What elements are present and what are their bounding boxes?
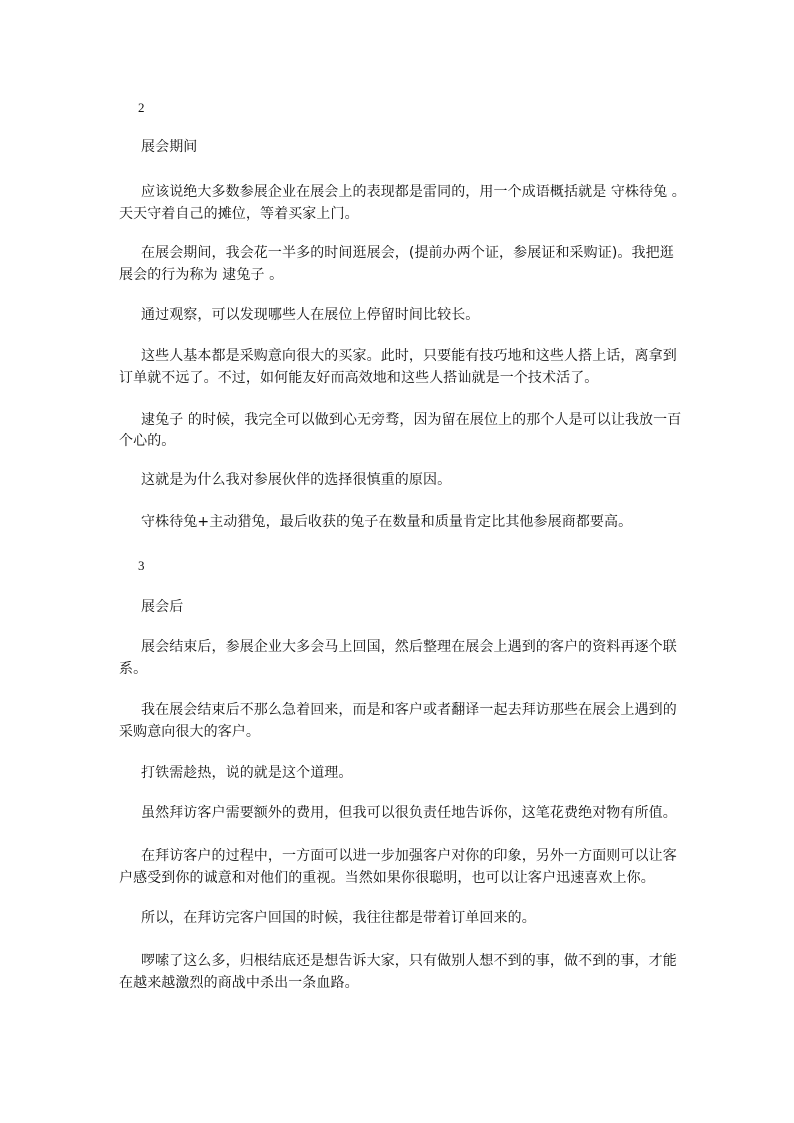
paragraph-line: 我在展会结束后不那么急着回来，而是和客户或者翻译一起去拜访那些在展会上遇到的 <box>141 702 677 718</box>
paragraph-line: 展会的行为称为 逮兔子 。 <box>119 267 284 283</box>
section-number: 2 <box>138 100 145 115</box>
paragraph-line: 天天守着自己的摊位，等着买家上门。 <box>119 206 359 222</box>
section-heading: 展会期间 <box>141 139 198 155</box>
paragraph-line: 这就是为什么我对参展伙伴的选择很慎重的原因。 <box>141 472 452 488</box>
paragraph-line: 在越来越激烈的商战中杀出一条血路。 <box>119 975 359 991</box>
paragraph-line: 展会结束后，参展企业大多会马上回国，然后整理在展会上遇到的客户的资料再逐个联 <box>141 639 677 655</box>
section-heading: 展会后 <box>141 599 184 615</box>
paragraph-line: 守株待兔+主动猎兔，最后收获的兔子在数量和质量肯定比其他参展商都要高。 <box>141 514 633 530</box>
paragraph-line: 订单就不远了。不过，如何能友好而高效地和这些人搭讪就是一个技术活了。 <box>119 370 599 386</box>
paragraph-line: 在展会期间，我会花一半多的时间逛展会，(提前办两个证，参展证和采购证)。我把逛 <box>141 245 674 261</box>
paragraph-line: 所以，在拜访完客户回国的时候，我往往都是带着订单回来的。 <box>141 910 536 926</box>
paragraph-line: 打铁需趁热，说的就是这个道理。 <box>141 765 353 781</box>
paragraph-line: 通过观察，可以发现哪些人在展位上停留时间比较长。 <box>141 307 480 323</box>
paragraph-line: 户感受到你的诚意和对他们的重视。当然如果你很聪明，也可以让客户迅速喜欢上你。 <box>119 870 655 886</box>
paragraph-line: 啰嗦了这么多，归根结底还是想告诉大家，只有做别人想不到的事，做不到的事，才能 <box>141 953 677 969</box>
paragraph-line: 系。 <box>119 661 148 677</box>
paragraph-line: 个心的。 <box>119 433 176 449</box>
section-number: 3 <box>138 558 145 573</box>
paragraph-line: 虽然拜访客户需要额外的费用，但我可以很负责任地告诉你，这笔花费绝对物有所值。 <box>141 805 677 821</box>
paragraph-line: 逮兔子 的时候，我完全可以做到心无旁骛，因为留在展位上的那个人是可以让我放一百 <box>141 412 682 428</box>
paragraph-line: 这些人基本都是采购意向很大的买家。此时，只要能有技巧地和这些人搭上话，离拿到 <box>141 348 677 364</box>
paragraph-line: 应该说绝大多数参展企业在展会上的表现都是雷同的，用一个成语概括就是 守株待兔 。 <box>141 184 686 200</box>
paragraph-line: 采购意向很大的客户。 <box>119 724 260 740</box>
paragraph-line: 在拜访客户的过程中，一方面可以进一步加强客户对你的印象，另外一方面则可以让客 <box>141 848 677 864</box>
